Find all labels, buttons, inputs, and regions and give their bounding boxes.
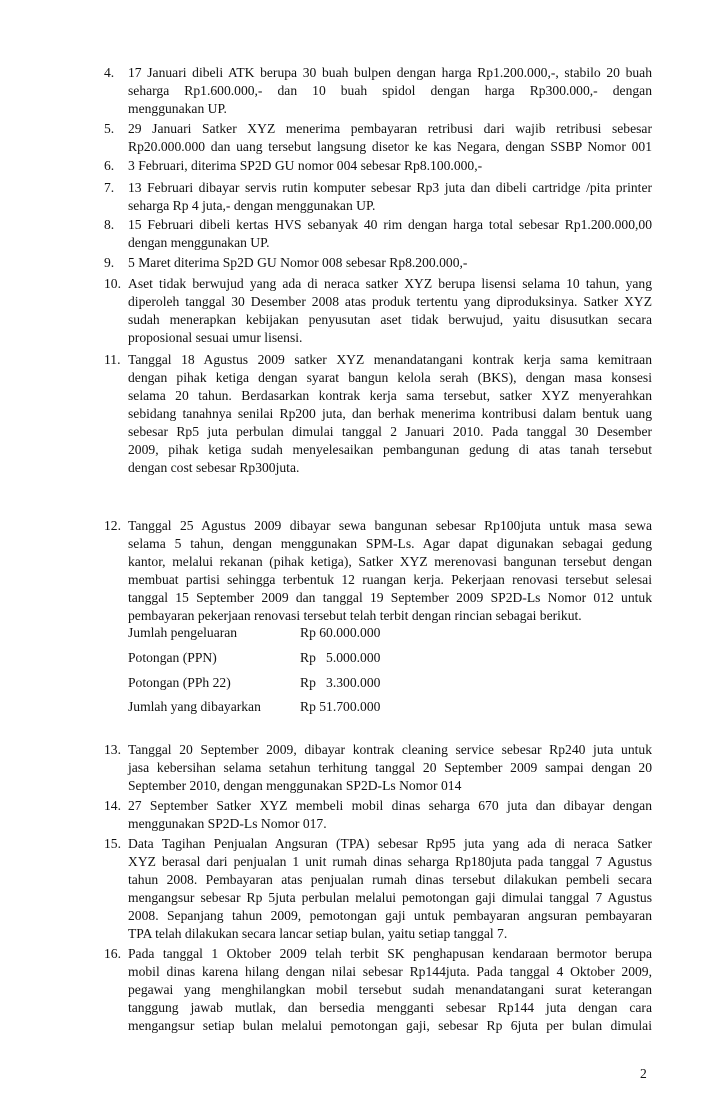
item-line: tanggal 15 September 2009 dan tanggal 19 September 2009 SP2D-Ls Nomor 012 untuk (128, 590, 652, 605)
item-line: dengan menggunakan UP. (128, 235, 270, 250)
item-number: 9. (104, 255, 115, 270)
page-number: 2 (640, 1066, 647, 1081)
item-line: 5 Maret diterima Sp2D GU Nomor 008 sebesar Rp8.200.000,- (128, 255, 468, 270)
item-line: Aset tidak berwujud yang ada di neraca satker XYZ berupa lisensi selama 10 tahun, yang (128, 276, 652, 291)
item-line: membuat partisi sehingga terbentuk 12 ruangan kerja. Pekerjaan renovasi tersebut selesai (128, 572, 652, 587)
item-line: 15 Februari dibeli kertas HVS sebanyak 40 rim dengan harga total sebesar Rp1.200.000,00 (128, 217, 652, 232)
item-line: Tanggal 25 Agustus 2009 dibayar sewa bangunan sebesar Rp100juta untuk masa sewa (128, 518, 652, 533)
item-line: seharga Rp1.600.000,- dan 10 buah spidol dengan harga Rp300.000,- dengan (128, 83, 652, 98)
item-number: 11. (104, 352, 121, 367)
item-line: Data Tagihan Penjualan Angsuran (TPA) sebesar Rp95 juta yang ada di neraca Satker (128, 836, 652, 851)
item-number: 6. (104, 158, 115, 173)
item-line: 3 Februari, diterima SP2D GU nomor 004 sebesar Rp8.100.000,- (128, 158, 483, 173)
item-line: jasa kebersihan selama setahun terhitung tanggal 20 September 2009 sampai dengan 20 (128, 760, 652, 775)
table-row-label: Potongan (PPh 22) (128, 675, 231, 690)
item-line: 29 Januari Satker XYZ menerima pembayaran retribusi dari wajib retribusi sebesar (128, 121, 652, 136)
item-line: menggunakan UP. (128, 101, 227, 116)
item-line: pegawai yang menghilangkan mobil tersebut sudah menandatangani surat keterangan (128, 982, 652, 997)
item-line: seharga Rp 4 juta,- dengan menggunakan UP. (128, 198, 376, 213)
item-line: sudah menerapkan kebijakan penyusutan aset tidak berwujud, yaitu disusutkan secara (128, 312, 652, 327)
item-line: 2008. Sepanjang tahun 2009, pemotongan gaji untuk pembayaran angsuran pembayaran (128, 908, 652, 923)
item-number: 14. (104, 798, 121, 813)
item-line: Tanggal 20 September 2009, dibayar kontrak cleaning service sebesar Rp240 juta untuk (128, 742, 652, 757)
item-line: XYZ berasal dari penjualan 1 unit rumah dinas seharga Rp180juta pada tanggal 7 Agustus (128, 854, 652, 869)
item-line: menggunakan SP2D-Ls Nomor 017. (128, 816, 327, 831)
item-number: 8. (104, 217, 115, 232)
item-line: Tanggal 18 Agustus 2009 satker XYZ menandatangani kontrak kerja sama kemitraan (128, 352, 652, 367)
item-line: pembayaran pekerjaan renovasi tersebut telah terbit dengan rincian sebagai berikut. (128, 608, 582, 623)
item-number: 10. (104, 276, 121, 291)
item-number: 7. (104, 180, 115, 195)
item-line: kantor, melalui rekanan (pihak ketiga), Satker XYZ merenovasi bangunan tersebut dengan (128, 554, 652, 569)
item-line: 2009, pihak ketiga sudah menyelesaikan pembangunan gedung di atas tanah tersebut (128, 442, 652, 457)
table-row-label: Potongan (PPN) (128, 650, 217, 665)
item-line: September 2010, dengan menggunakan SP2D-Ls Nomor 014 (128, 778, 462, 793)
table-row-label: Jumlah yang dibayarkan (128, 699, 261, 714)
item-line: Rp20.000.000 dan uang tersebut langsung disetor ke kas Negara, dengan SSBP Nomor 001 (128, 139, 652, 154)
table-row-value: Rp 60.000.000 (300, 625, 381, 640)
item-line: proposional sesuai umur lisensi. (128, 330, 303, 345)
item-number: 4. (104, 65, 115, 80)
item-line: tahun 2008. Pembayaran atas penjualan rumah dinas tersebut dilakukan pembeli secara (128, 872, 652, 887)
item-number: 13. (104, 742, 121, 757)
item-line: dengan pihak ketiga dengan syarat bangun kelola serah (BKS), dengan masa konsesi (128, 370, 652, 385)
table-row-value: Rp 51.700.000 (300, 699, 381, 714)
item-line: sebidang tanahnya senilai Rp200 juta, dan berhak menerima kontribusi dalam bentuk uang (128, 406, 652, 421)
item-line: mengangsur setiap bulan melalui pemotongan gaji, sebesar Rp 6juta per bulan dimulai (128, 1018, 652, 1033)
item-line: 17 Januari dibeli ATK berupa 30 buah bulpen dengan harga Rp1.200.000,-, stabilo 20 buah (128, 65, 652, 80)
item-line: tanggung jawab mutlak, dan bersedia mengganti sebesar Rp144 juta dengan cara (128, 1000, 652, 1015)
item-line: mengangsur sebesar Rp 5juta perbulan melalui pemotongan gaji dimulai tanggal 7 Agustus (128, 890, 652, 905)
item-number: 5. (104, 121, 115, 136)
item-line: TPA telah dilakukan secara lancar setiap bulan, yaitu setiap tanggal 7. (128, 926, 508, 941)
item-line: Pada tanggal 1 Oktober 2009 telah terbit SK penghapusan kendaraan bermotor berupa (128, 946, 652, 961)
item-line: selama 20 tahun. Berdasarkan kontrak kerja sama tersebut, satker XYZ menyerahkan (128, 388, 652, 403)
item-line: selama 5 tahun, dengan menggunakan SPM-Ls. Agar dapat digunakan sebagai gedung (128, 536, 652, 551)
item-number: 12. (104, 518, 121, 533)
table-row-value: Rp 5.000.000 (300, 650, 381, 665)
item-line: sebesar Rp5 juta perbulan dimulai tanggal 2 Januari 2010. Pada tanggal 30 Desember (128, 424, 652, 439)
item-line: dengan cost sebesar Rp300juta. (128, 460, 300, 475)
item-line: mobil dinas karena hilang dengan nilai sebesar Rp144juta. Pada tanggal 4 Oktober 2009, (128, 964, 652, 979)
item-line: 27 September Satker XYZ membeli mobil dinas seharga 670 juta dan dibayar dengan (128, 798, 652, 813)
item-number: 15. (104, 836, 121, 851)
item-line: 13 Februari dibayar servis rutin komputer sebesar Rp3 juta dan dibeli cartridge /pita printer (128, 180, 652, 195)
item-number: 16. (104, 946, 121, 961)
table-row-label: Jumlah pengeluaran (128, 625, 238, 640)
item-line: diperoleh tanggal 30 Desember 2008 atas produk tertentu yang diproduksinya. Satker XYZ (128, 294, 652, 309)
table-row-value: Rp 3.300.000 (300, 675, 381, 690)
